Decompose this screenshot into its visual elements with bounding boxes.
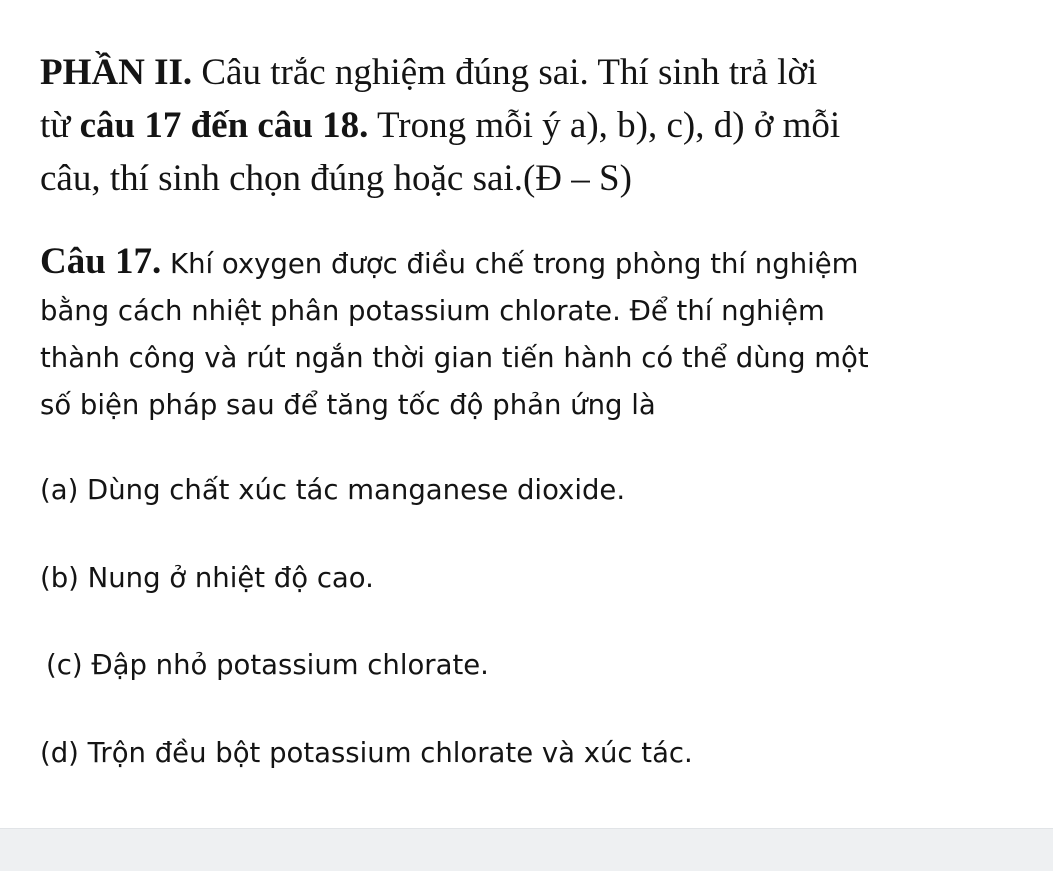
question-range: câu 17 đến câu 18. [79,105,369,146]
option-b: (b) Nung ở nhiệt độ cao. [40,562,374,594]
option-c: (c) Đập nhỏ potassium chlorate. [46,649,489,681]
option-a: (a) Dùng chất xúc tác manganese dioxide. [40,474,626,506]
question-label: Câu 17. [40,241,162,282]
question-17 [40,238,1040,429]
part-label: PHẦN II. [40,52,193,93]
bottom-bar [0,828,1053,871]
part-heading-line-2-prefix: từ [40,105,80,146]
part-heading-line-2-text: Trong mỗi ý a), b), c), d) ở mỗi [368,105,841,146]
question-line-1-text: Khí oxygen được điều chế trong phòng thí nghiệm [161,248,859,280]
part-heading-line-1 [40,46,1040,99]
part-heading-line-1-text: Câu trắc nghiệm đúng sai. Thí sinh trả lời [192,52,818,93]
question-line-1 [40,238,1040,288]
question-line-4: số biện pháp sau để tăng tốc độ phản ứng là [40,389,656,421]
question-line-3: thành công và rút ngắn thời gian tiến hành có thể dùng một [40,342,869,374]
option-d: (d) Trộn đều bột potassium chlorate và xúc tác. [40,737,693,769]
question-line-2: bằng cách nhiệt phân potassium chlorate. Để thí nghiệm [40,295,825,327]
part-heading-line-2 [40,99,1040,152]
part-heading [40,46,1040,205]
part-heading-line-3: câu, thí sinh chọn đúng hoặc sai.(Đ – S) [40,158,632,199]
